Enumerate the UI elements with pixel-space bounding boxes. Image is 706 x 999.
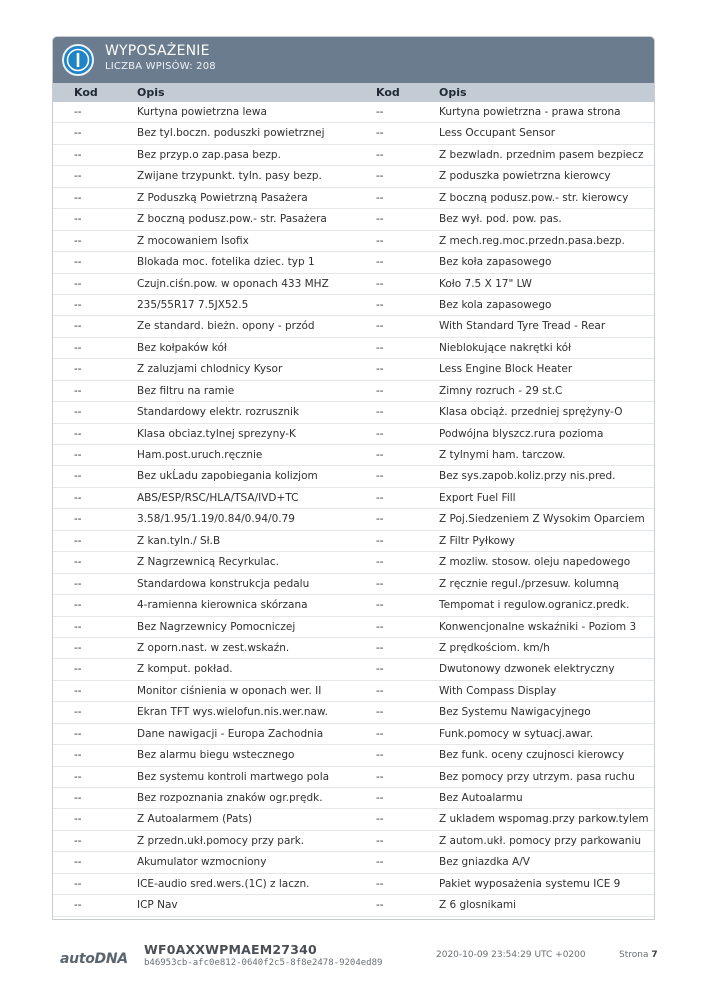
cell-opis-right: Z mech.reg.moc.przedn.pasa.bezp. (439, 234, 625, 247)
cell-opis-right: Z prędkościom. km/h (439, 641, 550, 654)
table-row (53, 681, 654, 702)
column-kod-left: Kod (74, 86, 98, 99)
cell-opis-left: Ze standard. bieżn. opony - przód (137, 320, 315, 333)
vin-number: WF0AXXWPMAEM27340 (144, 942, 317, 957)
table-row (53, 381, 654, 402)
column-opis-left: Opis (137, 86, 165, 99)
cell-kod-left: -- (74, 148, 82, 161)
cell-opis-right: Bez funk. oceny czujnosci kierowcy (439, 749, 625, 762)
cell-opis-left: Monitor ciśnienia w oponach wer. II (137, 684, 322, 697)
table-row (53, 252, 654, 273)
table-row (53, 209, 654, 230)
cell-opis-left: ICP Nav (137, 899, 178, 912)
cell-opis-left: Czujn.ciśn.pow. w oponach 433 MHZ (137, 277, 329, 290)
cell-kod-left: -- (74, 534, 82, 547)
cell-kod-right: -- (376, 641, 384, 654)
cell-kod-right: -- (376, 856, 384, 869)
cell-opis-right: Z Filtr Pyłkowy (439, 534, 515, 547)
cell-opis-left: Z Autoalarmem (Pats) (137, 813, 253, 826)
cell-opis-right: Bez koła zapasowego (439, 256, 552, 269)
cell-opis-left: Bez ukĹadu zapobiegania kolizjom (137, 470, 318, 483)
table-row (53, 509, 654, 530)
cell-kod-left: -- (74, 792, 82, 804)
cell-kod-right: -- (376, 534, 384, 547)
cell-kod-left: -- (74, 449, 82, 461)
cell-kod-right: -- (376, 363, 384, 376)
cell-kod-right: -- (376, 770, 384, 783)
table-row (53, 316, 654, 337)
cell-opis-right: Z mozliw. stosow. oleju napedowego (439, 556, 631, 569)
cell-opis-right: Z Poj.Siedzeniem Z Wysokim Oparciem (439, 513, 645, 526)
cell-opis-left: Blokada moc. fotelika dziec. typ 1 (137, 256, 315, 269)
cell-kod-right: -- (376, 341, 384, 354)
cell-opis-left: Z kan.tyln./ Sł.B (137, 534, 221, 547)
cell-opis-right: Z ukladem wspomag.przy parkow.tylem (439, 813, 649, 826)
column-header (53, 83, 654, 102)
cell-kod-left: -- (74, 170, 82, 183)
cell-opis-right: With Compass Display (439, 684, 557, 697)
table-row (53, 745, 654, 766)
cell-kod-right: -- (376, 834, 384, 847)
table-row (53, 402, 654, 423)
cell-opis-left: Bez filtru na ramie (137, 384, 235, 397)
cell-kod-right: -- (376, 427, 384, 440)
cell-opis-right: Bez wył. pod. pow. pas. (439, 213, 562, 226)
cell-kod-right: -- (376, 127, 384, 140)
table-row (53, 102, 654, 123)
page-footer (0, 930, 706, 999)
cell-opis-right: Bez Autoalarmu (439, 792, 523, 804)
table-row (53, 574, 654, 595)
cell-kod-right: -- (376, 577, 384, 590)
panel-header (53, 37, 654, 83)
table-row (53, 895, 654, 916)
cell-opis-left: Bez tyl.boczn. poduszki powietrznej (137, 127, 325, 140)
cell-opis-right: Dwutonowy dzwonek elektryczny (439, 663, 615, 676)
cell-kod-right: -- (376, 491, 384, 504)
table-row (53, 638, 654, 659)
page-label: Strona (619, 950, 649, 960)
cell-kod-right: -- (376, 213, 384, 226)
cell-opis-left: Z mocowaniem Isofix (137, 234, 249, 247)
cell-kod-left: -- (74, 770, 82, 783)
cell-opis-left: Kurtyna powietrzna lewa (137, 106, 267, 118)
table-row (53, 617, 654, 638)
cell-kod-left: -- (74, 620, 82, 633)
cell-opis-left: Z Poduszką Powietrzną Pasażera (137, 191, 308, 204)
cell-kod-left: -- (74, 341, 82, 354)
cell-kod-left: -- (74, 384, 82, 397)
cell-kod-left: -- (74, 191, 82, 204)
cell-kod-left: -- (74, 256, 82, 269)
cell-opis-left: 4-ramienna kierownica skórzana (137, 599, 308, 612)
cell-kod-left: -- (74, 363, 82, 376)
cell-kod-left: -- (74, 556, 82, 569)
cell-kod-right: -- (376, 727, 384, 740)
cell-opis-left: Z komput. pokład. (137, 663, 233, 676)
cell-kod-right: -- (376, 620, 384, 633)
cell-opis-left: Bez alarmu biegu wstecznego (137, 749, 295, 762)
page-number-value: 7 (651, 950, 658, 960)
cell-kod-left: -- (74, 834, 82, 847)
cell-opis-right: Z autom.ukł. pomocy przy parkowaniu (439, 834, 642, 847)
column-opis-right: Opis (439, 86, 467, 99)
timestamp: 2020-10-09 23:54:29 UTC +0200 (436, 950, 586, 960)
cell-kod-left: -- (74, 599, 82, 612)
table-row (53, 852, 654, 873)
cell-kod-left: -- (74, 813, 82, 826)
table-row (53, 145, 654, 166)
cell-kod-left: -- (74, 213, 82, 226)
cell-kod-right: -- (376, 663, 384, 676)
cell-opis-right: Podwójna blyszcz.rura pozioma (439, 427, 604, 440)
cell-opis-left: Bez Nagrzewnicy Pomocniczej (137, 620, 296, 633)
cell-opis-left: Z Nagrzewnicą Recyrkulac. (137, 556, 279, 569)
cell-opis-right: Tempomat i regulow.ogranicz.predk. (439, 599, 630, 612)
cell-kod-right: -- (376, 706, 384, 719)
cell-opis-left: Zwijane trzypunkt. tyln. pasy bezp. (137, 170, 322, 183)
table-row (53, 788, 654, 809)
cell-opis-left: Z zaluzjami chlodnicy Kysor (137, 363, 283, 376)
cell-kod-left: -- (74, 577, 82, 590)
cell-kod-left: -- (74, 427, 82, 440)
table-row (53, 724, 654, 745)
cell-kod-right: -- (376, 813, 384, 826)
cell-kod-left: -- (74, 106, 82, 118)
cell-opis-left: Z boczną podusz.pow.- str. Pasażera (137, 213, 327, 226)
cell-kod-left: -- (74, 298, 82, 311)
equipment-panel (52, 36, 655, 920)
cell-kod-right: -- (376, 277, 384, 290)
cell-opis-left: Ekran TFT wys.wielofun.nis.wer.naw. (137, 706, 328, 719)
cell-kod-left: -- (74, 491, 82, 504)
cell-kod-right: -- (376, 170, 384, 183)
cell-opis-left: Bez rozpoznania znaków ogr.prędk. (137, 792, 323, 804)
cell-kod-left: -- (74, 277, 82, 290)
cell-opis-left: Z przedn.ukł.pomocy przy park. (137, 834, 305, 847)
table-row (53, 488, 654, 509)
cell-kod-right: -- (376, 513, 384, 526)
cell-kod-left: -- (74, 899, 82, 912)
cell-opis-left: Standardowa konstrukcja pedalu (137, 577, 310, 590)
cell-opis-right: Z ręcznie regul./przesuw. kolumną (439, 577, 620, 590)
table-row (53, 445, 654, 466)
cell-opis-left: Bez systemu kontroli martwego pola (137, 770, 330, 783)
cell-kod-right: -- (376, 749, 384, 762)
cell-kod-right: -- (376, 106, 384, 118)
cell-opis-right: Kurtyna powietrzna - prawa strona (439, 106, 621, 118)
cell-kod-right: -- (376, 298, 384, 311)
table-row (53, 767, 654, 788)
info-icon (62, 44, 94, 76)
table-row (53, 874, 654, 895)
cell-opis-left: Dane nawigacji - Europa Zachodnia (137, 727, 324, 740)
cell-kod-right: -- (376, 470, 384, 483)
cell-kod-right: -- (376, 406, 384, 419)
entry-count: LICZBA WPISÓW: 208 (105, 61, 216, 72)
cell-opis-left: Akumulator wzmocniony (137, 856, 267, 869)
cell-opis-right: Konwencjonalne wskaźniki - Poziom 3 (439, 620, 637, 633)
cell-opis-right: Less Engine Block Heater (439, 363, 573, 376)
table-row (53, 359, 654, 380)
cell-kod-left: -- (74, 877, 82, 890)
cell-kod-right: -- (376, 877, 384, 890)
cell-kod-left: -- (74, 663, 82, 676)
cell-opis-left: Z oporn.nast. w zest.wskaźn. (137, 641, 290, 654)
cell-opis-left: Ham.post.uruch.ręcznie (137, 449, 263, 461)
report-hash: b46953cb-afc0e812-0640f2c5-8f8e2478-9204ed89 (144, 958, 383, 968)
table-row (53, 231, 654, 252)
cell-opis-right: Z poduszka powietrzna kierowcy (439, 170, 611, 183)
cell-opis-left: ICE-audio sred.wers.(1C) z laczn. (137, 877, 310, 890)
cell-opis-right: Z boczną podusz.pow.- str. kierowcy (439, 191, 629, 204)
cell-opis-right: Funk.pomocy w sytuacj.awar. (439, 727, 594, 740)
cell-kod-left: -- (74, 406, 82, 419)
cell-opis-right: With Standard Tyre Tread - Rear (439, 320, 606, 333)
table-row (53, 531, 654, 552)
cell-kod-right: -- (376, 449, 384, 461)
cell-opis-right: Z bezwladn. przednim pasem bezpiecz (439, 148, 644, 161)
cell-kod-right: -- (376, 899, 384, 912)
cell-kod-right: -- (376, 191, 384, 204)
cell-opis-right: Z tylnymi ham. tarczow. (439, 449, 566, 461)
cell-opis-left: Klasa obciaz.tylnej sprezyny-K (137, 427, 296, 440)
equipment-table (53, 102, 654, 917)
table-row (53, 595, 654, 616)
table-row (53, 466, 654, 487)
cell-opis-right: Export Fuel Fill (439, 491, 516, 504)
cell-opis-left: ABS/ESP/RSC/HLA/TSA/IVD+TC (137, 491, 299, 504)
table-row (53, 702, 654, 723)
cell-kod-right: -- (376, 148, 384, 161)
cell-opis-right: Pakiet wyposażenia systemu ICE 9 (439, 877, 621, 890)
cell-opis-left: 3.58/1.95/1.19/0.84/0.94/0.79 (137, 513, 295, 526)
cell-kod-left: -- (74, 641, 82, 654)
cell-kod-right: -- (376, 320, 384, 333)
cell-opis-right: Koło 7.5 X 17" LW (439, 277, 532, 290)
table-row (53, 552, 654, 573)
table-row (53, 166, 654, 187)
cell-kod-right: -- (376, 256, 384, 269)
cell-opis-right: Less Occupant Sensor (439, 127, 556, 140)
cell-opis-left: 235/55R17 7.5JX52.5 (137, 298, 249, 311)
cell-kod-left: -- (74, 127, 82, 140)
column-kod-right: Kod (376, 86, 400, 99)
cell-opis-right: Bez pomocy przy utrzym. pasa ruchu (439, 770, 635, 783)
cell-kod-left: -- (74, 234, 82, 247)
table-row (53, 659, 654, 680)
cell-opis-right: Bez Systemu Nawigacyjnego (439, 706, 591, 719)
table-row (53, 831, 654, 852)
cell-kod-left: -- (74, 727, 82, 740)
cell-kod-right: -- (376, 234, 384, 247)
table-row (53, 424, 654, 445)
page-number (619, 950, 658, 960)
cell-opis-left: Bez kołpaków kół (137, 341, 227, 354)
cell-kod-left: -- (74, 749, 82, 762)
cell-kod-left: -- (74, 856, 82, 869)
cell-opis-right: Bez kola zapasowego (439, 298, 552, 311)
cell-opis-left: Bez przyp.o zap.pasa bezp. (137, 148, 281, 161)
brand-logo: autoDNA (60, 951, 128, 967)
cell-kod-right: -- (376, 792, 384, 804)
cell-kod-right: -- (376, 384, 384, 397)
cell-kod-left: -- (74, 706, 82, 719)
cell-opis-right: Z 6 glosnikami (439, 899, 517, 912)
table-row (53, 338, 654, 359)
cell-kod-right: -- (376, 556, 384, 569)
cell-opis-right: Klasa obciąż. przedniej sprężyny-O (439, 406, 623, 419)
cell-kod-left: -- (74, 513, 82, 526)
cell-kod-right: -- (376, 684, 384, 697)
table-row (53, 295, 654, 316)
cell-kod-right: -- (376, 599, 384, 612)
cell-opis-left: Standardowy elektr. rozrusznik (137, 406, 300, 419)
cell-opis-right: Nieblokujące nakrętki kół (439, 341, 572, 354)
table-row (53, 123, 654, 144)
cell-kod-left: -- (74, 684, 82, 697)
cell-opis-right: Zimny rozruch - 29 st.C (439, 384, 563, 397)
table-row (53, 809, 654, 830)
table-row (53, 188, 654, 209)
cell-kod-left: -- (74, 320, 82, 333)
table-row (53, 274, 654, 295)
cell-opis-right: Bez gniazdka A/V (439, 856, 530, 869)
page-title: WYPOSAŻENIE (105, 43, 210, 59)
cell-opis-right: Bez sys.zapob.koliz.przy nis.pred. (439, 470, 616, 483)
cell-kod-left: -- (74, 470, 82, 483)
